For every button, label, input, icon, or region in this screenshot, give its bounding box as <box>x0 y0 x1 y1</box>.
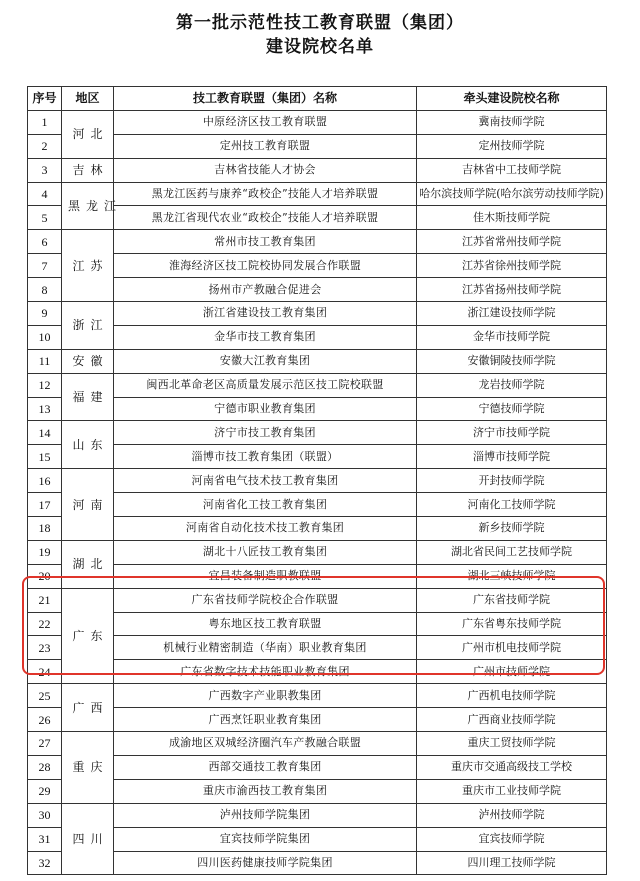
region-cell: 黑龙江 <box>62 182 114 230</box>
table-row <box>28 110 607 134</box>
alliance-name: 闽西北革命老区高质量发展示范区技工院校联盟 <box>114 373 417 397</box>
region-cell: 吉林 <box>62 158 114 182</box>
table-row <box>28 564 607 588</box>
college-name: 广西机电技师学院 <box>417 684 607 708</box>
table-row <box>28 445 607 469</box>
row-number: 31 <box>28 827 62 851</box>
table-row <box>28 469 607 493</box>
college-name: 新乡技师学院 <box>417 517 607 541</box>
table-row <box>28 517 607 541</box>
row-number: 1 <box>28 110 62 134</box>
region-cell: 江苏 <box>62 230 114 302</box>
alliance-name: 河南省化工技工教育集团 <box>114 493 417 517</box>
row-number: 14 <box>28 421 62 445</box>
table-row <box>28 158 607 182</box>
table-row <box>28 732 607 756</box>
alliance-name: 黑龙江省现代农业“政校企”技能人才培养联盟 <box>114 206 417 230</box>
row-number: 25 <box>28 684 62 708</box>
college-name: 济宁市技师学院 <box>417 421 607 445</box>
region-cell: 重庆 <box>62 732 114 804</box>
row-number: 23 <box>28 636 62 660</box>
row-number: 12 <box>28 373 62 397</box>
column-header-alliance: 技工教育联盟（集团）名称 <box>114 87 417 111</box>
row-number: 19 <box>28 540 62 564</box>
row-number: 3 <box>28 158 62 182</box>
college-name: 江苏省常州技师学院 <box>417 230 607 254</box>
college-name: 河南化工技师学院 <box>417 493 607 517</box>
table-row <box>28 349 607 373</box>
alliance-name: 广西烹饪职业教育集团 <box>114 708 417 732</box>
college-name: 浙江建设技师学院 <box>417 302 607 326</box>
college-name: 重庆市交通高级技工学校 <box>417 755 607 779</box>
row-number: 4 <box>28 182 62 206</box>
table-row <box>28 325 607 349</box>
region-cell: 安徽 <box>62 349 114 373</box>
alliance-name: 黑龙江医药与康养“政校企”技能人才培养联盟 <box>114 182 417 206</box>
alliance-name: 河南省自动化技术技工教育集团 <box>114 517 417 541</box>
region-cell: 四川 <box>62 803 114 875</box>
alliance-name: 河南省电气技术技工教育集团 <box>114 469 417 493</box>
table-row <box>28 779 607 803</box>
region-cell: 山东 <box>62 421 114 469</box>
college-name: 广东省技师学院 <box>417 588 607 612</box>
college-name: 四川理工技师学院 <box>417 851 607 875</box>
college-name: 吉林省中工技师学院 <box>417 158 607 182</box>
row-number: 2 <box>28 134 62 158</box>
row-number: 29 <box>28 779 62 803</box>
alliance-name: 扬州市产教融合促进会 <box>114 278 417 302</box>
college-name: 广州市机电技师学院 <box>417 636 607 660</box>
college-name: 广州市技师学院 <box>417 660 607 684</box>
table-row <box>28 660 607 684</box>
region-cell: 河北 <box>62 110 114 158</box>
college-name: 定州技师学院 <box>417 134 607 158</box>
college-name: 重庆工贸技师学院 <box>417 732 607 756</box>
row-number: 21 <box>28 588 62 612</box>
column-header-number: 序号 <box>28 87 62 111</box>
row-number: 15 <box>28 445 62 469</box>
column-header-region: 地区 <box>62 87 114 111</box>
alliance-name: 吉林省技能人才协会 <box>114 158 417 182</box>
document-title: 第一批示范性技工教育联盟（集团） <box>176 13 464 33</box>
row-number: 13 <box>28 397 62 421</box>
alliance-name: 金华市技工教育集团 <box>114 325 417 349</box>
region-cell: 浙江 <box>62 302 114 350</box>
table-row <box>28 827 607 851</box>
table-row <box>28 708 607 732</box>
college-name: 金华市技师学院 <box>417 325 607 349</box>
college-name: 湖北三峡技师学院 <box>417 564 607 588</box>
college-name: 安徽铜陵技师学院 <box>417 349 607 373</box>
region-cell: 湖北 <box>62 540 114 588</box>
college-name: 泸州技师学院 <box>417 803 607 827</box>
table-row <box>28 397 607 421</box>
table-row <box>28 134 607 158</box>
row-number: 26 <box>28 708 62 732</box>
row-number: 7 <box>28 254 62 278</box>
alliance-name: 宜宾技师学院集团 <box>114 827 417 851</box>
table-row <box>28 755 607 779</box>
table-row <box>28 540 607 564</box>
document-subtitle: 建设院校名单 <box>266 37 374 57</box>
college-name: 宜宾技师学院 <box>417 827 607 851</box>
alliance-name: 广东省技师学院校企合作联盟 <box>114 588 417 612</box>
table-row <box>28 493 607 517</box>
table-row <box>28 684 607 708</box>
row-number: 9 <box>28 302 62 326</box>
table-row <box>28 803 607 827</box>
table-row <box>28 636 607 660</box>
alliance-name: 宁德市职业教育集团 <box>114 397 417 421</box>
table-row <box>28 230 607 254</box>
alliance-name: 淄博市技工教育集团（联盟） <box>114 445 417 469</box>
college-name: 龙岩技师学院 <box>417 373 607 397</box>
row-number: 22 <box>28 612 62 636</box>
alliance-name: 广东省数字技术技能职业教育集团 <box>114 660 417 684</box>
alliance-name: 泸州技师学院集团 <box>114 803 417 827</box>
row-number: 5 <box>28 206 62 230</box>
row-number: 32 <box>28 851 62 875</box>
row-number: 16 <box>28 469 62 493</box>
table-row <box>28 182 607 206</box>
table-row <box>28 373 607 397</box>
alliance-name: 中原经济区技工教育联盟 <box>114 110 417 134</box>
table-row <box>28 421 607 445</box>
table-header-row <box>28 87 607 111</box>
region-cell: 广东 <box>62 588 114 684</box>
alliance-name: 四川医药健康技师学院集团 <box>114 851 417 875</box>
college-name: 冀南技师学院 <box>417 110 607 134</box>
alliance-name: 湖北十八匠技工教育集团 <box>114 540 417 564</box>
row-number: 20 <box>28 564 62 588</box>
table-row <box>28 588 607 612</box>
college-name: 重庆市工业技师学院 <box>417 779 607 803</box>
alliance-name: 机械行业精密制造（华南）职业教育集团 <box>114 636 417 660</box>
alliance-name: 常州市技工教育集团 <box>114 230 417 254</box>
alliance-name: 浙江省建设技工教育集团 <box>114 302 417 326</box>
table-body <box>28 110 607 875</box>
region-cell: 广西 <box>62 684 114 732</box>
row-number: 10 <box>28 325 62 349</box>
table-row <box>28 278 607 302</box>
row-number: 18 <box>28 517 62 541</box>
row-number: 24 <box>28 660 62 684</box>
college-name: 江苏省徐州技师学院 <box>417 254 607 278</box>
table-row <box>28 851 607 875</box>
alliance-name: 广西数字产业职教集团 <box>114 684 417 708</box>
college-name: 江苏省扬州技师学院 <box>417 278 607 302</box>
alliance-name: 安徽大江教育集团 <box>114 349 417 373</box>
college-name: 淄博市技师学院 <box>417 445 607 469</box>
alliance-name: 粤东地区技工教育联盟 <box>114 612 417 636</box>
column-header-college: 牵头建设院校名称 <box>417 87 607 111</box>
alliance-name: 淮海经济区技工院校协同发展合作联盟 <box>114 254 417 278</box>
college-name: 佳木斯技师学院 <box>417 206 607 230</box>
alliance-name: 定州技工教育联盟 <box>114 134 417 158</box>
table-row <box>28 302 607 326</box>
row-number: 28 <box>28 755 62 779</box>
college-name: 广西商业技师学院 <box>417 708 607 732</box>
alliance-name: 西部交通技工教育集团 <box>114 755 417 779</box>
college-name: 广东省粤东技师学院 <box>417 612 607 636</box>
row-number: 8 <box>28 278 62 302</box>
row-number: 27 <box>28 732 62 756</box>
college-name: 湖北省民间工艺技师学院 <box>417 540 607 564</box>
table-row <box>28 612 607 636</box>
row-number: 17 <box>28 493 62 517</box>
alliance-name: 宜昌装备制造职教联盟 <box>114 564 417 588</box>
table-row <box>28 254 607 278</box>
college-name: 哈尔滨技师学院(哈尔滨劳动技师学院) <box>417 182 607 206</box>
region-cell: 河南 <box>62 469 114 541</box>
schools-table <box>27 86 607 875</box>
alliance-name: 重庆市渝西技工教育集团 <box>114 779 417 803</box>
row-number: 11 <box>28 349 62 373</box>
alliance-name: 济宁市技工教育集团 <box>114 421 417 445</box>
row-number: 6 <box>28 230 62 254</box>
alliance-name: 成渝地区双城经济圈汽车产教融合联盟 <box>114 732 417 756</box>
region-cell: 福建 <box>62 373 114 421</box>
row-number: 30 <box>28 803 62 827</box>
college-name: 宁德技师学院 <box>417 397 607 421</box>
college-name: 开封技师学院 <box>417 469 607 493</box>
